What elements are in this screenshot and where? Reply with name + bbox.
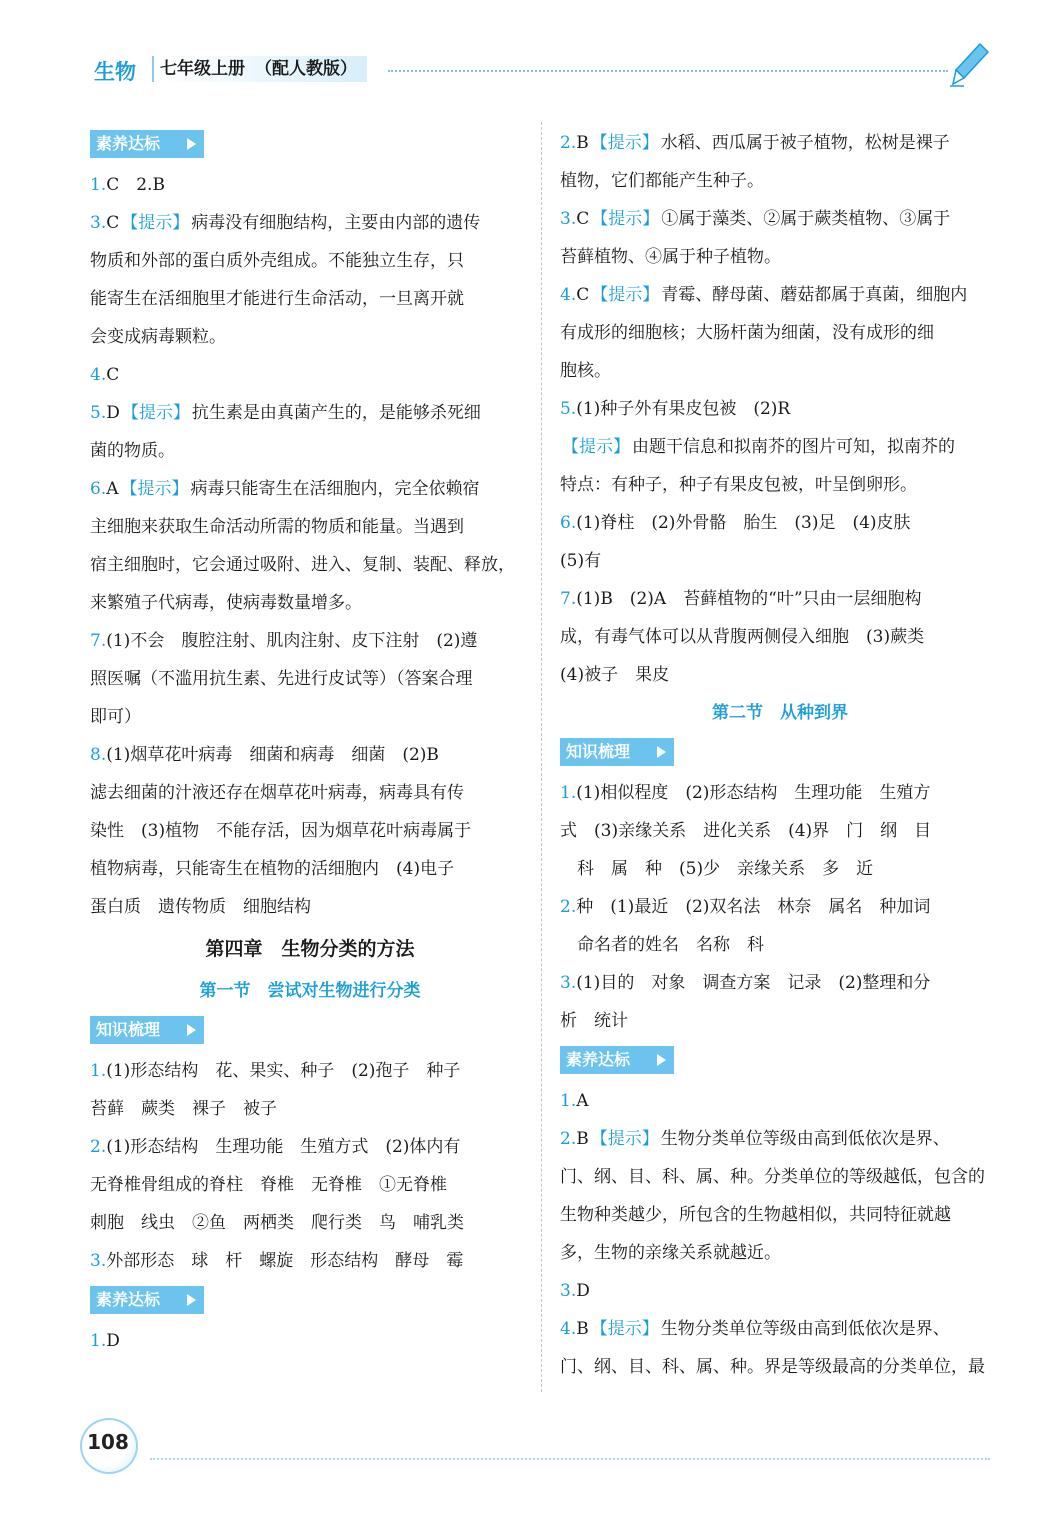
answer-line xyxy=(90,470,530,508)
answer-block xyxy=(90,1052,530,1280)
left-column xyxy=(90,124,530,1360)
answer-text: 有成形的细胞核；大肠杆菌为细菌，没有成形的细 xyxy=(560,323,934,343)
answer-line xyxy=(560,352,1000,390)
answer-text: 苔藓 蕨类 裸子 被子 xyxy=(90,1099,277,1119)
answer-line xyxy=(90,850,530,888)
answer-line xyxy=(90,1204,530,1242)
answer-text: (1)不会 腹腔注射、肌肉注射、皮下注射 (2)遵 xyxy=(106,631,478,651)
answer-line xyxy=(560,238,1000,276)
answer-text: 物质和外部的蛋白质外壳组成。不能独立生存，只 xyxy=(90,251,464,271)
answer-text: 刺胞 线虫 ②鱼 两栖类 爬行类 鸟 哺乳类 xyxy=(90,1213,464,1233)
answer-text: 特点：有种子，种子有果皮包被，叶呈倒卵形。 xyxy=(560,475,917,495)
answer-text: 成，有毒气体可以从背腹两侧侵入细胞 (3)蕨类 xyxy=(560,627,925,647)
hint-label: 【提示】 xyxy=(590,133,659,153)
answer-text: 照医嘱（不滥用抗生素、先进行皮试等）（答案合理 xyxy=(90,669,473,689)
answer-line xyxy=(560,1002,1000,1040)
answer-line xyxy=(90,1052,530,1090)
hint-label: 【提示】 xyxy=(120,479,189,499)
right-column xyxy=(560,124,1000,1386)
answer-line xyxy=(560,580,1000,618)
answer-text: 宿主细胞时，它会通过吸附、进入、复制、装配、释放， xyxy=(90,555,515,575)
question-number: 6. xyxy=(90,479,107,499)
answer-line xyxy=(90,242,530,280)
answer-text: (1)B (2)A 苔藓植物的“叶”只由一层细胞构 xyxy=(576,589,922,609)
answer-text: 科 属 种 (5)少 亲缘关系 多 近 xyxy=(560,859,874,879)
answer-line xyxy=(560,656,1000,694)
answer-text: 种 (1)最近 (2)双名法 林奈 属名 种加词 xyxy=(576,897,931,917)
hint-label: 【提示】 xyxy=(121,213,190,233)
answer-line xyxy=(560,200,1000,238)
answer-line xyxy=(560,314,1000,352)
section-badge-wrap xyxy=(560,732,1000,774)
answer-text: 多，生物的亲缘关系就越近。 xyxy=(560,1243,781,1263)
answer-line xyxy=(90,318,530,356)
pen-icon xyxy=(950,42,990,88)
answer-line xyxy=(560,162,1000,200)
hint-label: 【提示】 xyxy=(562,437,630,457)
chapter-title: 第四章 生物分类的方法 xyxy=(205,938,415,960)
answer-text: 式 (3)亲缘关系 进化关系 (4)界 门 纲 目 xyxy=(560,821,932,841)
answer-text: 外部形态 球 杆 螺旋 形态结构 酵母 霉 xyxy=(106,1251,464,1271)
answer-line xyxy=(560,618,1000,656)
section-badge: 素养达标 xyxy=(90,1286,204,1314)
hint-text: 生物分类单位等级由高到低依次是界、 xyxy=(660,1129,950,1149)
answer-line xyxy=(560,926,1000,964)
answer-line xyxy=(560,964,1000,1002)
answer-line xyxy=(560,542,1000,580)
subject-title: 生物 xyxy=(94,60,136,84)
answer-text: D xyxy=(106,403,120,423)
answer-line xyxy=(90,166,530,204)
question-number: 8. xyxy=(90,745,107,765)
answer-text: 滤去细菌的汁液还存在烟草花叶病毒，病毒具有传 xyxy=(90,783,464,803)
answer-line xyxy=(90,812,530,850)
answer-line xyxy=(560,1310,1000,1348)
page-number-badge xyxy=(74,1416,142,1472)
section-title: 第二节 从种到界 xyxy=(712,703,848,723)
answer-line xyxy=(560,1158,1000,1196)
answer-text: 来繁殖子代病毒，使病毒数量增多。 xyxy=(90,593,362,613)
answer-line xyxy=(560,1234,1000,1272)
answer-line xyxy=(560,1348,1000,1386)
answer-line xyxy=(560,850,1000,888)
answer-line xyxy=(90,508,530,546)
header-dotted-line xyxy=(388,70,948,72)
answer-line xyxy=(90,1322,530,1360)
answer-text: 植物，它们都能产生种子。 xyxy=(560,171,764,191)
answer-text: D xyxy=(106,1331,120,1351)
hint-text: 水稻、西瓜属于被子植物，松树是裸子 xyxy=(660,133,950,153)
hint-text: 由题干信息和拟南芥的图片可知，拟南芥的 xyxy=(632,437,955,457)
answer-line xyxy=(90,204,530,242)
answer-text: (5)有 xyxy=(560,551,602,571)
answer-text: 苔藓植物、④属于种子植物。 xyxy=(560,247,781,267)
answer-line xyxy=(90,1128,530,1166)
page-number: 108 xyxy=(87,1430,129,1454)
answer-line xyxy=(560,812,1000,850)
answer-line xyxy=(90,1166,530,1204)
answer-line xyxy=(90,394,530,432)
section-badge-wrap xyxy=(560,1040,1000,1082)
answer-line xyxy=(560,428,1000,466)
answer-text: (1)脊柱 (2)外骨骼 胎生 (3)足 (4)皮肤 xyxy=(576,513,911,533)
answer-line xyxy=(560,1082,1000,1120)
section-badge: 素养达标 xyxy=(90,130,204,158)
answer-block xyxy=(560,1082,1000,1386)
answer-text: C xyxy=(576,209,590,229)
question-number: 4. xyxy=(560,285,577,305)
hint-text: 抗生素是由真菌产生的，是能够杀死细 xyxy=(191,403,481,423)
hint-label: 【提示】 xyxy=(591,209,660,229)
triangle-icon xyxy=(657,746,666,758)
hint-label: 【提示】 xyxy=(590,1129,659,1149)
question-number: 7. xyxy=(560,589,577,609)
answer-line xyxy=(560,1120,1000,1158)
hint-text: 生物分类单位等级由高到低依次是界、 xyxy=(660,1319,950,1339)
answer-text: 生物种类越少，所包含的生物越相似，共同特征就越 xyxy=(560,1205,951,1225)
hint-text: 病毒没有细胞结构，主要由内部的遗传 xyxy=(191,213,481,233)
answer-text: C xyxy=(106,365,120,385)
section-badge-wrap xyxy=(90,1010,530,1052)
answer-text: C xyxy=(576,285,590,305)
question-number: 5. xyxy=(560,399,577,419)
section-badge: 素养达标 xyxy=(560,1046,674,1074)
answer-text: B xyxy=(576,1129,589,1149)
answer-block xyxy=(90,1322,530,1360)
answer-text: 菌的物质。 xyxy=(90,441,175,461)
answer-text: 命名者的姓名 名称 科 xyxy=(560,935,764,955)
answer-text: (1)种子外有果皮包被 (2)R xyxy=(576,399,791,419)
answer-text: (1)烟草花叶病毒 细菌和病毒 细菌 (2)B xyxy=(106,745,439,765)
answer-line xyxy=(560,124,1000,162)
question-number: 3. xyxy=(90,213,107,233)
hint-label: 【提示】 xyxy=(590,1319,659,1339)
triangle-icon xyxy=(187,1294,196,1306)
answer-line xyxy=(560,504,1000,542)
answer-block xyxy=(560,774,1000,1040)
question-number: 2. xyxy=(560,133,577,153)
answer-text: 即可） xyxy=(90,707,141,727)
answer-line xyxy=(90,888,530,926)
hint-label: 【提示】 xyxy=(591,285,660,305)
answer-line xyxy=(90,356,530,394)
triangle-icon xyxy=(187,138,196,150)
answer-block xyxy=(90,166,530,926)
answer-text: 蛋白质 遗传物质 细胞结构 xyxy=(90,897,311,917)
answer-line xyxy=(560,1196,1000,1234)
hint-text: ①属于藻类、②属于蕨类植物、③属于 xyxy=(661,209,951,229)
question-number: 5. xyxy=(90,403,107,423)
answer-text: 植物病毒，只能寄生在植物的活细胞内 (4)电子 xyxy=(90,859,455,879)
footer-dotted-line xyxy=(150,1458,990,1460)
answer-line xyxy=(560,888,1000,926)
answer-text: 会变成病毒颗粒。 xyxy=(90,327,226,347)
answer-line xyxy=(90,1090,530,1128)
answer-line xyxy=(90,698,530,736)
question-number: 2. xyxy=(560,897,577,917)
answer-line xyxy=(90,432,530,470)
question-number: 1. xyxy=(90,175,107,195)
answer-text: D xyxy=(576,1281,590,1301)
question-number: 3. xyxy=(90,1251,107,1271)
answer-line xyxy=(90,660,530,698)
answer-text: (4)被子 果皮 xyxy=(560,665,670,685)
answer-text: 门、纲、目、科、属、种。界是等级最高的分类单位，最 xyxy=(560,1357,985,1377)
question-number: 4. xyxy=(90,365,107,385)
answer-line xyxy=(560,466,1000,504)
question-number: 4. xyxy=(560,1319,577,1339)
hint-text: 青霉、酵母菌、蘑菇都属于真菌，细胞内 xyxy=(661,285,968,305)
question-number: 1. xyxy=(90,1331,107,1351)
answer-text: 胞核。 xyxy=(560,361,611,381)
question-number: 3. xyxy=(560,1281,577,1301)
answer-line xyxy=(90,622,530,660)
answer-text: (1)目的 对象 调查方案 记录 (2)整理和分 xyxy=(576,973,931,993)
answer-line xyxy=(90,774,530,812)
answer-text: (1)形态结构 生理功能 生殖方式 (2)体内有 xyxy=(106,1137,461,1157)
answer-text: 析 统计 xyxy=(560,1011,628,1031)
answer-text: C 2.B xyxy=(106,175,165,195)
triangle-icon xyxy=(187,1024,196,1036)
answer-text: (1)相似程度 (2)形态结构 生理功能 生殖方 xyxy=(576,783,931,803)
grade-text: 七年级上册 xyxy=(160,59,245,79)
grade-label xyxy=(152,56,367,82)
question-number: 6. xyxy=(560,513,577,533)
answer-text: B xyxy=(576,133,589,153)
question-number: 1. xyxy=(90,1061,107,1081)
answer-line xyxy=(560,774,1000,812)
answer-text: 主细胞来获取生命活动所需的物质和能量。当遇到 xyxy=(90,517,464,537)
answer-text: 染性 (3)植物 不能存活，因为烟草花叶病毒属于 xyxy=(90,821,472,841)
answer-line xyxy=(90,280,530,318)
edition-text: （配人教版） xyxy=(255,59,357,79)
question-number: 2. xyxy=(560,1129,577,1149)
page-header xyxy=(88,52,988,92)
section-title: 第一节 尝试对生物进行分类 xyxy=(199,981,421,1001)
question-number: 1. xyxy=(560,1091,577,1111)
answer-text: B xyxy=(576,1319,589,1339)
hint-label: 【提示】 xyxy=(121,403,190,423)
question-number: 7. xyxy=(90,631,107,651)
answer-line xyxy=(90,736,530,774)
section-badge: 知识梳理 xyxy=(90,1016,204,1044)
section-badge-wrap xyxy=(90,124,530,166)
answer-line xyxy=(90,546,530,584)
triangle-icon xyxy=(657,1054,666,1066)
answer-line xyxy=(90,584,530,622)
answer-text: C xyxy=(106,213,120,233)
section-badge: 知识梳理 xyxy=(560,738,674,766)
answer-text: (1)形态结构 花、果实、种子 (2)孢子 种子 xyxy=(106,1061,461,1081)
section-badge-wrap xyxy=(90,1280,530,1322)
question-number: 2. xyxy=(90,1137,107,1157)
question-number: 3. xyxy=(560,209,577,229)
answer-line xyxy=(560,390,1000,428)
answer-line xyxy=(560,276,1000,314)
answer-text: A xyxy=(576,1091,589,1111)
answer-text: 门、纲、目、科、属、种。分类单位的等级越低，包含的 xyxy=(560,1167,985,1187)
column-divider xyxy=(541,122,542,1392)
answer-text: A xyxy=(106,479,119,499)
question-number: 1. xyxy=(560,783,577,803)
answer-text: 无脊椎骨组成的脊柱 脊椎 无脊椎 ①无脊椎 xyxy=(90,1175,447,1195)
answer-text: 能寄生在活细胞里才能进行生命活动，一旦离开就 xyxy=(90,289,464,309)
answer-line xyxy=(90,1242,530,1280)
question-number: 3. xyxy=(560,973,577,993)
answer-line xyxy=(560,1272,1000,1310)
hint-text: 病毒只能寄生在活细胞内，完全依赖宿 xyxy=(190,479,480,499)
answer-block xyxy=(560,124,1000,694)
